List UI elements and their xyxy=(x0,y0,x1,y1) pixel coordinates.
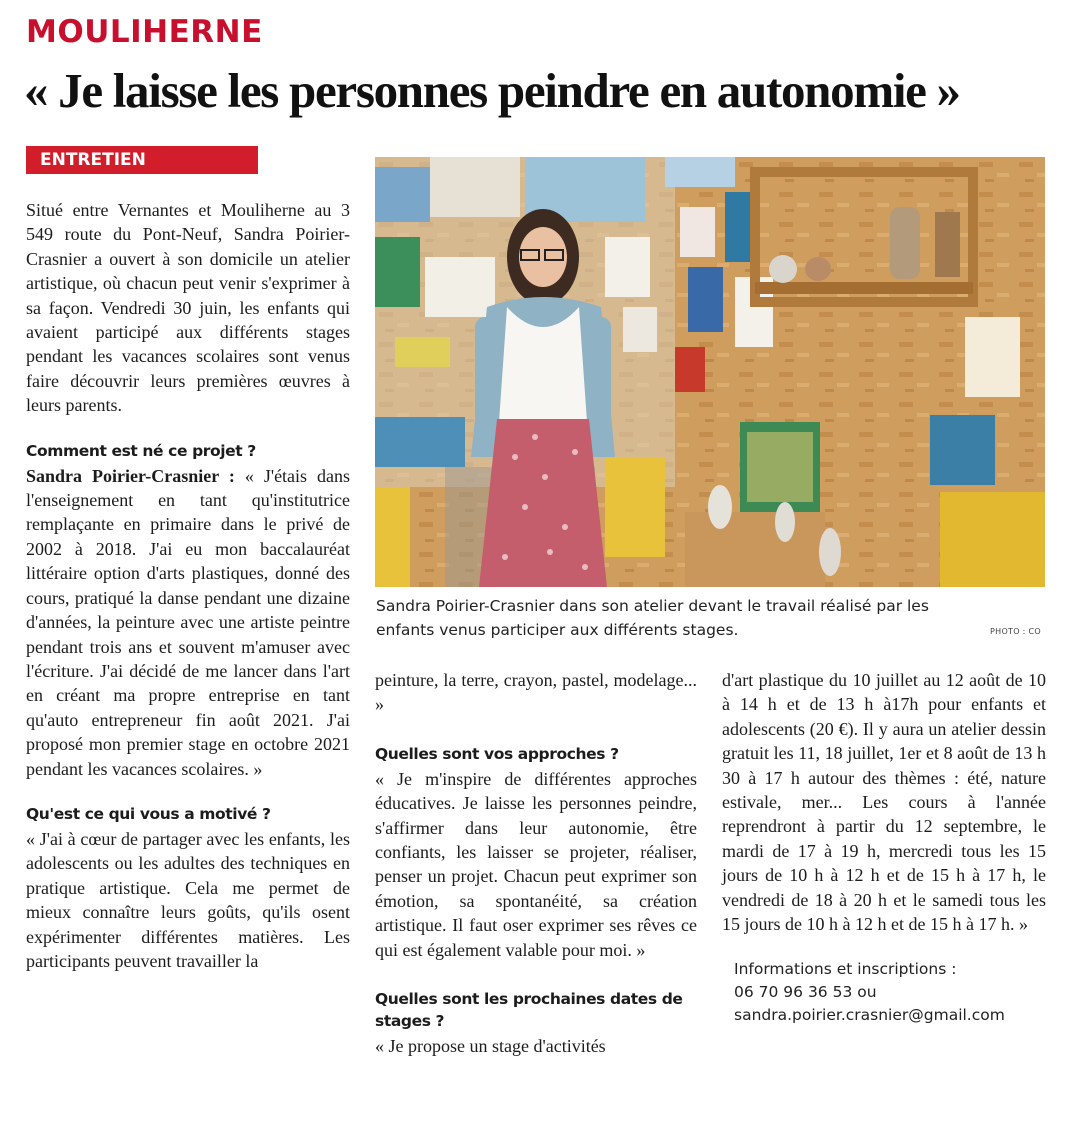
answer-paragraph: « Je propose un stage d'activités xyxy=(375,1036,606,1057)
contact-label: Informations et inscriptions : xyxy=(734,960,957,979)
article-column-1 xyxy=(26,198,350,973)
photo-caption: Sandra Poirier-Crasnier dans son atelier devant le travail réalisé par les enfants venus participer aux différents stages. xyxy=(376,597,929,639)
question-heading: Quelles sont vos approches ? xyxy=(375,744,619,763)
answer-text: « J'étais dans l'enseignement en tant qu'institutrice remplaçante en primaire dans le privé de 2002 à 2018. J'ai eu mon baccalauréat littéraire option d'arts plastiques, donné des cours, pratiqué la danse pendant une dizaine d'années, la peinture avec une artiste peintre pendant trois ans et souvent m'amuser avec l'écriture. J'ai décidé de me lancer dans l'art en créant ma propre entreprise en tant qu'auto entrepreneur fin août 2021. J'ai proposé mon premier stage en octobre 2021 pendant les vacances scolaires. » xyxy=(26,465,351,779)
speaker-name: Sandra Poirier-Crasnier : xyxy=(26,465,235,486)
answer-paragraph: d'art plastique du 10 juillet au 12 août de 10 à 14 h et de 13 h à17h pour enfants et adolescents (20 €). Il y aura un atelier dessin gratuit les 11, 18 juillet, 1er et 8 août de 13 h 30 à 17 h autour des thèmes : été, nature estivale, mer... Les cours à l'année reprendront à partir du 12 septembre, le mardi de 17 à 19 h, mercredi tous les 15 jours de 10 h à 12 h et de 15 h à 17 h, le vendredi de 18 à 20 h et le samedi tous les 15 jours de 10 h à 12 h et de 15 h à 17 h. » xyxy=(722,670,1046,935)
question-heading: Qu'est ce qui vous a motivé ? xyxy=(26,804,271,823)
article-photo xyxy=(375,157,1045,587)
photo-credit: PHOTO : CO xyxy=(990,627,1041,636)
rubric-label: ENTRETIEN xyxy=(26,146,258,174)
article-column-2 xyxy=(375,668,697,1058)
contact-email: sandra.poirier.crasnier@gmail.com xyxy=(734,1006,1005,1025)
article-column-3 xyxy=(722,668,1046,1027)
atelier-photo-illustration xyxy=(375,157,1045,587)
answer-paragraph: peinture, la terre, crayon, pastel, modelage... » xyxy=(375,670,697,715)
answer-paragraph: « J'ai à cœur de partager avec les enfants, les adolescents ou les adultes des techniques en pratique artistique. Cela me permet de mieux connaître leurs goûts, qu'ils osent expérimenter différentes matières. Les participants peuvent travailler la xyxy=(26,828,350,971)
answer-paragraph: « Je m'inspire de différentes approches éducatives. Je laisse les personnes peindre, s'affirmer dans leur autonomie, être confiants, les laisser se projeter, réaliser, penser un projet. Chacun peut exprimer son émotion, sa spontanéité, sa création artistique. Il faut oser exprimer ses rêves ce qui est également valable pour moi. » xyxy=(375,768,697,960)
answer-paragraph xyxy=(26,464,350,781)
contact-phone: 06 70 96 36 53 ou xyxy=(734,983,877,1002)
question-heading: Comment est né ce projet ? xyxy=(26,441,256,460)
question-heading: Quelles sont les prochaines dates de stages ? xyxy=(375,990,683,1031)
contact-block xyxy=(722,958,1046,1027)
intro-paragraph: Situé entre Vernantes et Mouliherne au 3 549 route du Pont-Neuf, Sandra Poirier-Crasnier a ouvert à son domicile un atelier artistique, où chacun peut venir s'exprimer à sa façon. Vendredi 30 juin, les enfants qui avaient participé aux différents stages pendant les vacances scolaires sont venus faire découvrir leurs premières œuvres à leurs parents. xyxy=(26,200,350,416)
article-headline: « Je laisse les personnes peindre en autonomie » xyxy=(24,63,960,118)
section-kicker: MOULIHERNE xyxy=(26,14,263,50)
